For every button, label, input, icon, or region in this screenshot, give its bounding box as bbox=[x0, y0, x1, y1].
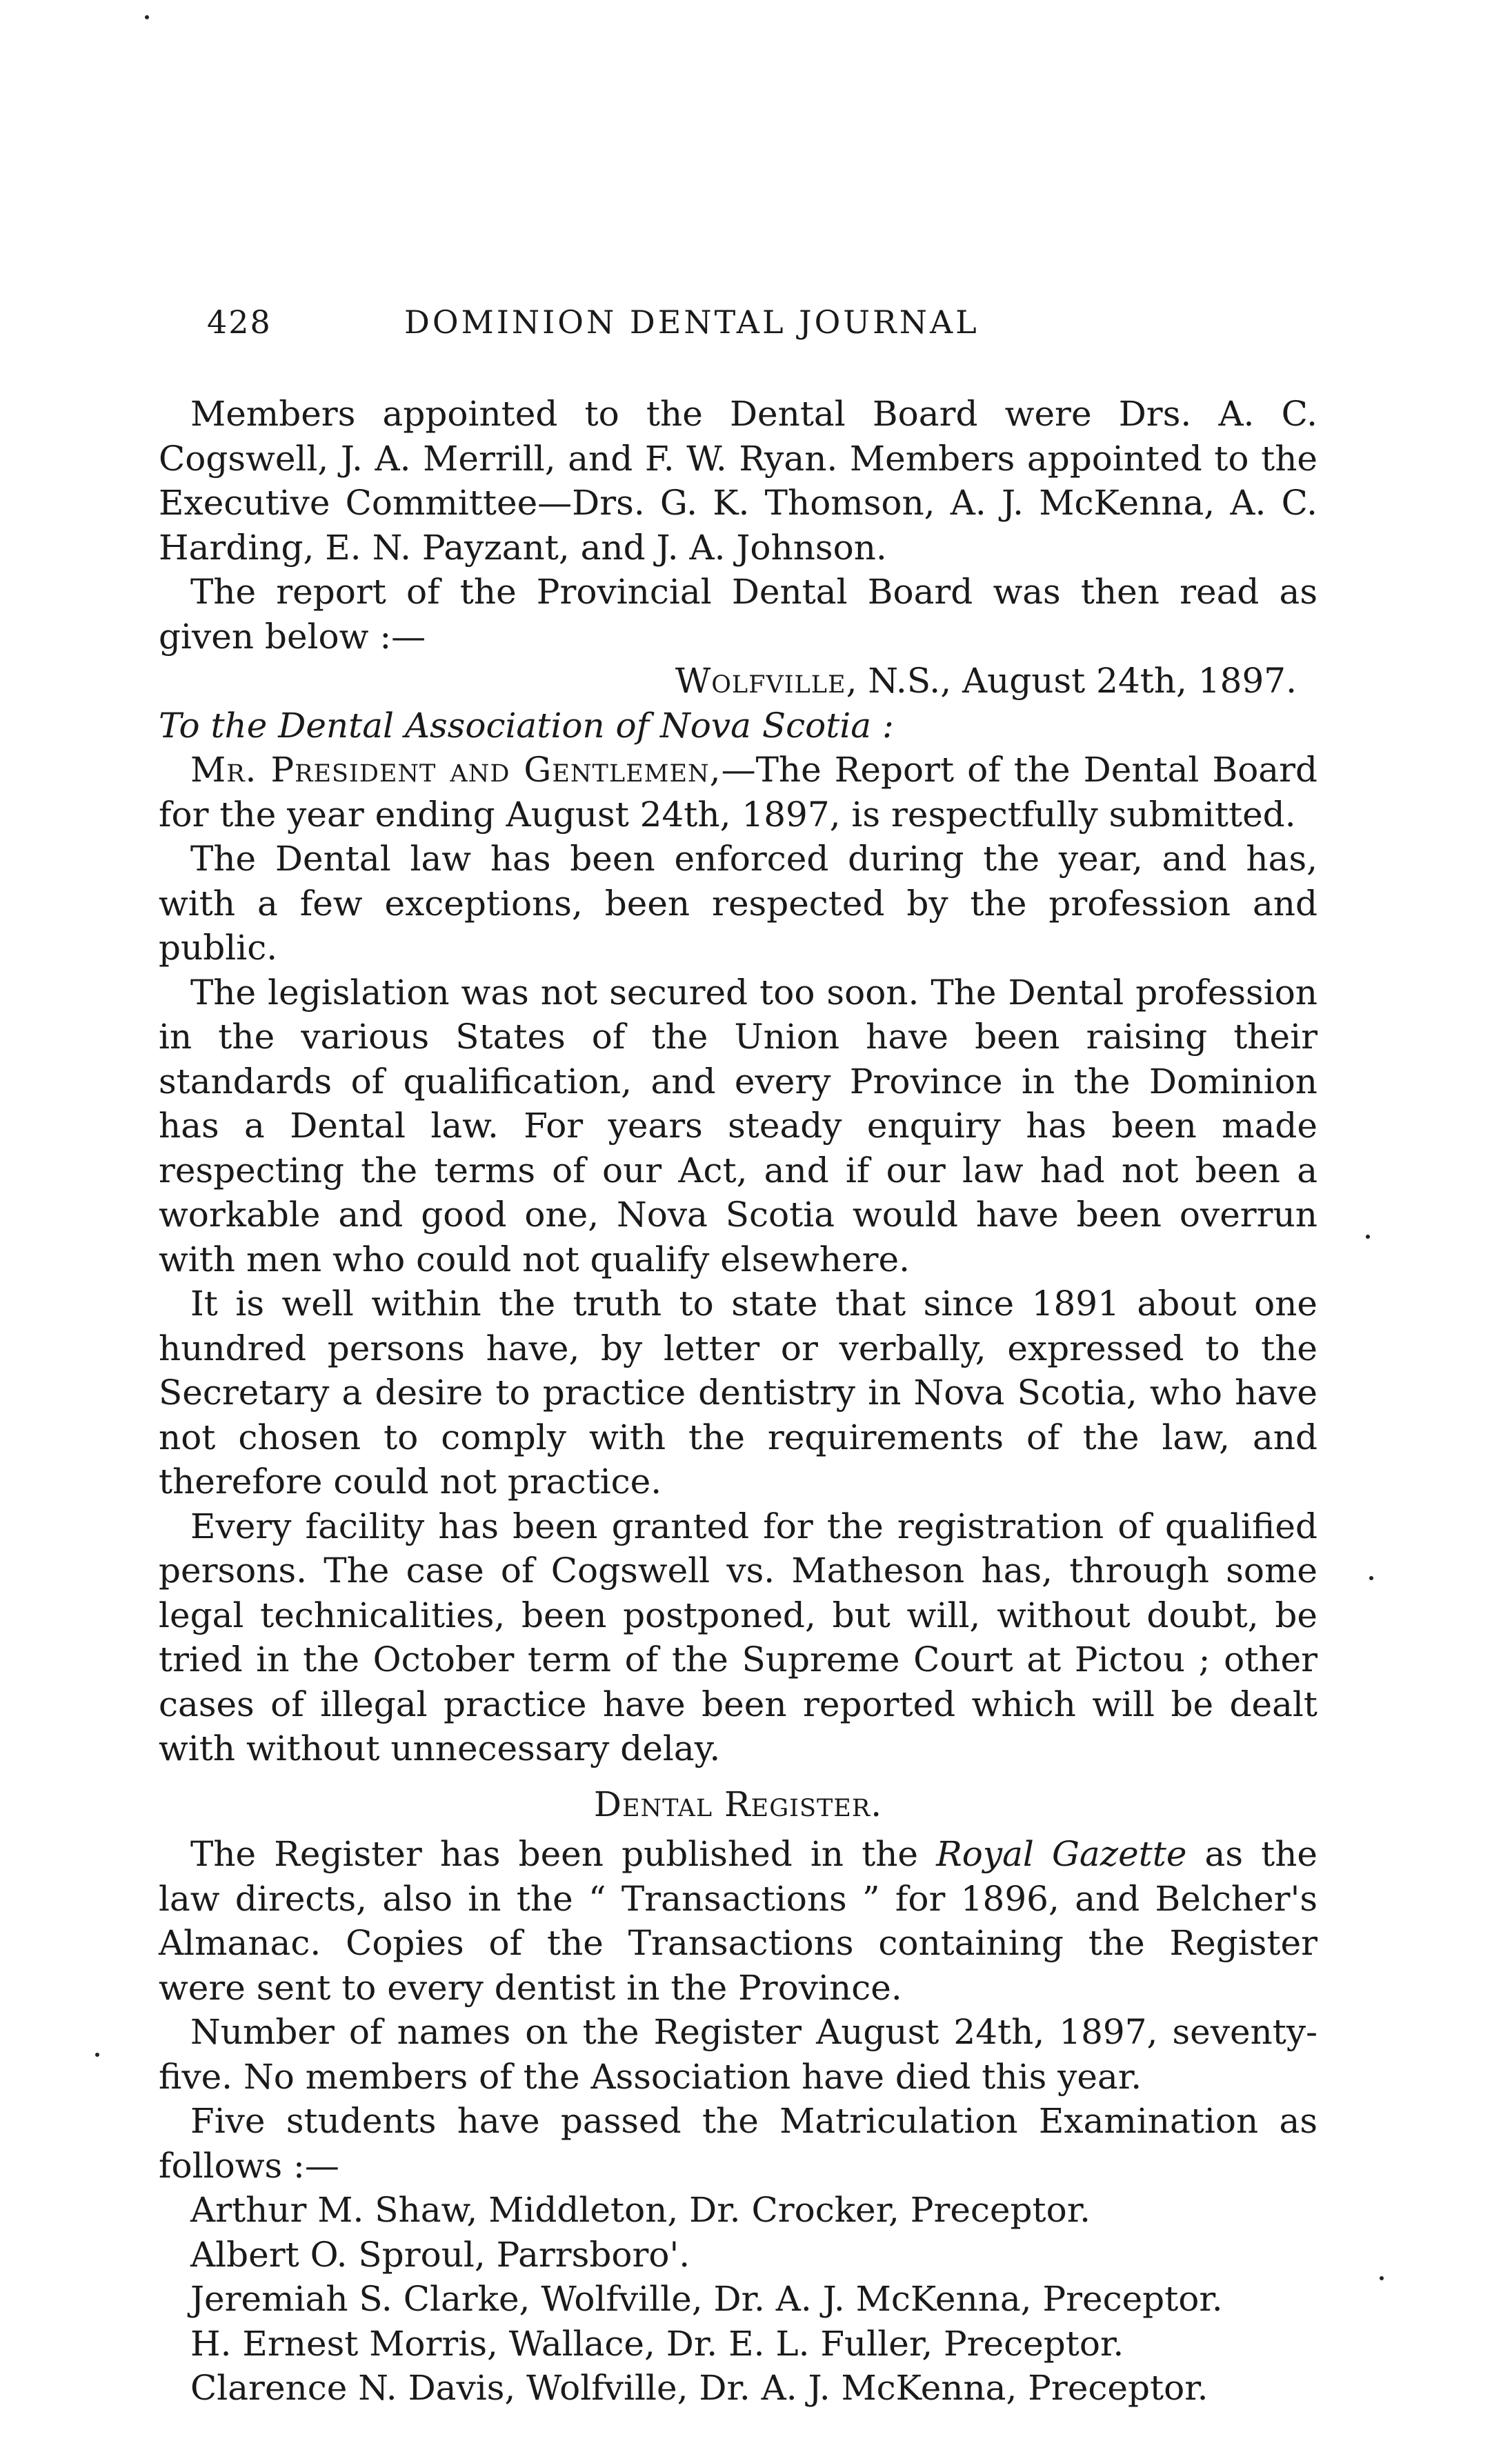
dateline-date: , N.S., August 24th, 1897. bbox=[846, 661, 1297, 701]
speck-mark bbox=[145, 15, 149, 19]
speck-mark bbox=[1366, 1235, 1370, 1239]
list-item: Arthur M. Shaw, Middleton, Dr. Crocker, Preceptor. bbox=[190, 2190, 1091, 2230]
body-text bbox=[159, 392, 1317, 2411]
paragraph-students-intro: Five students have passed the Matriculation Examination as follows :— bbox=[159, 2101, 1317, 2186]
paragraph-legislation: The legislation was not secured too soon. The Dental profession in the various States of the Union have been raising their standards of qualification, and every Province in the Dominion has a Dental law. For years steady enquiry has been made respecting the terms of our Act, and if our law had not been a workable and good one, Nova Scotia would have been overrun with men who could not qualify elsewhere. bbox=[159, 972, 1317, 1279]
address-text: —The Report of the Dental Board for the year ending August 24th, 1897, is respectfully submitted. bbox=[159, 750, 1318, 835]
speck-mark bbox=[1380, 2276, 1384, 2280]
paragraph-board-members: Members appointed to the Dental Board were Drs. A. C. Cogswell, J. A. Merrill, and F. W. Ryan. Members appointed to the Executive Committee—Drs. G. K. Thomson, A. J. McKenna, A. C. Harding, E. N. Payzant, and J. A. Johnson. bbox=[159, 394, 1317, 568]
paragraph-address bbox=[159, 748, 1317, 837]
list-item: Jeremiah S. Clarke, Wolfville, Dr. A. J. McKenna, Preceptor. bbox=[190, 2279, 1223, 2319]
paragraph-persons-enquired: It is well within the truth to state that since 1891 about one hundred persons have, by letter or verbally, expressed to the Secretary a desire to practice dentistry in Nova Scotia, who have not chosen to comply with the requirements of the law, and therefore could not practice. bbox=[159, 1284, 1317, 1502]
page-number: 428 bbox=[207, 303, 272, 341]
speck-mark bbox=[95, 2053, 99, 2057]
journal-title: DOMINION DENTAL JOURNAL bbox=[404, 303, 979, 341]
list-item: H. Ernest Morris, Wallace, Dr. E. L. Fuller, Preceptor. bbox=[190, 2323, 1124, 2364]
paragraph-report-intro: The report of the Provincial Dental Board was then read as given below :— bbox=[159, 572, 1317, 657]
section-heading-dental-register: Dental Register. bbox=[593, 1784, 883, 1824]
page-header bbox=[207, 303, 1338, 352]
list-item: Clarence N. Davis, Wolfville, Dr. A. J. McKenna, Preceptor. bbox=[190, 2368, 1208, 2408]
speck-mark bbox=[1369, 1576, 1373, 1580]
student-list bbox=[159, 2188, 1317, 2411]
paragraph-register-count: Number of names on the Register August 24th, 1897, seventy-five. No members of the Association have died this year. bbox=[159, 2012, 1317, 2097]
royal-gazette: Royal Gazette bbox=[936, 1834, 1187, 1874]
list-item: Albert O. Sproul, Parrsboro'. bbox=[190, 2234, 690, 2275]
register-text-start: The Register has been published in the bbox=[190, 1834, 937, 1874]
salutation: To the Dental Association of Nova Scotia : bbox=[159, 705, 894, 746]
address-greeting: Mr. President and Gentlemen, bbox=[190, 750, 722, 790]
register-text-end: as the law directs, also in the “ Transactions ” for 1896, and Belcher's Almanac. Copies of the Transactions containing the Register were sent to every dentist in the Province. bbox=[159, 1834, 1317, 2008]
paragraph-register-published bbox=[159, 1832, 1317, 2010]
paragraph-law-enforced: The Dental law has been enforced during the year, and has, with a few exceptions, been respected by the profession and public. bbox=[159, 839, 1317, 968]
dateline bbox=[159, 659, 1317, 704]
dateline-place: Wolfville bbox=[675, 661, 846, 701]
paragraph-registration: Every facility has been granted for the registration of qualified persons. The case of Cogswell vs. Matheson has, through some legal technicalities, been postponed, but will, without doubt, be tried in the October term of the Supreme Court at Pictou ; other cases of illegal practice have been reported which will be dealt with without unnecessary delay. bbox=[159, 1506, 1317, 1769]
